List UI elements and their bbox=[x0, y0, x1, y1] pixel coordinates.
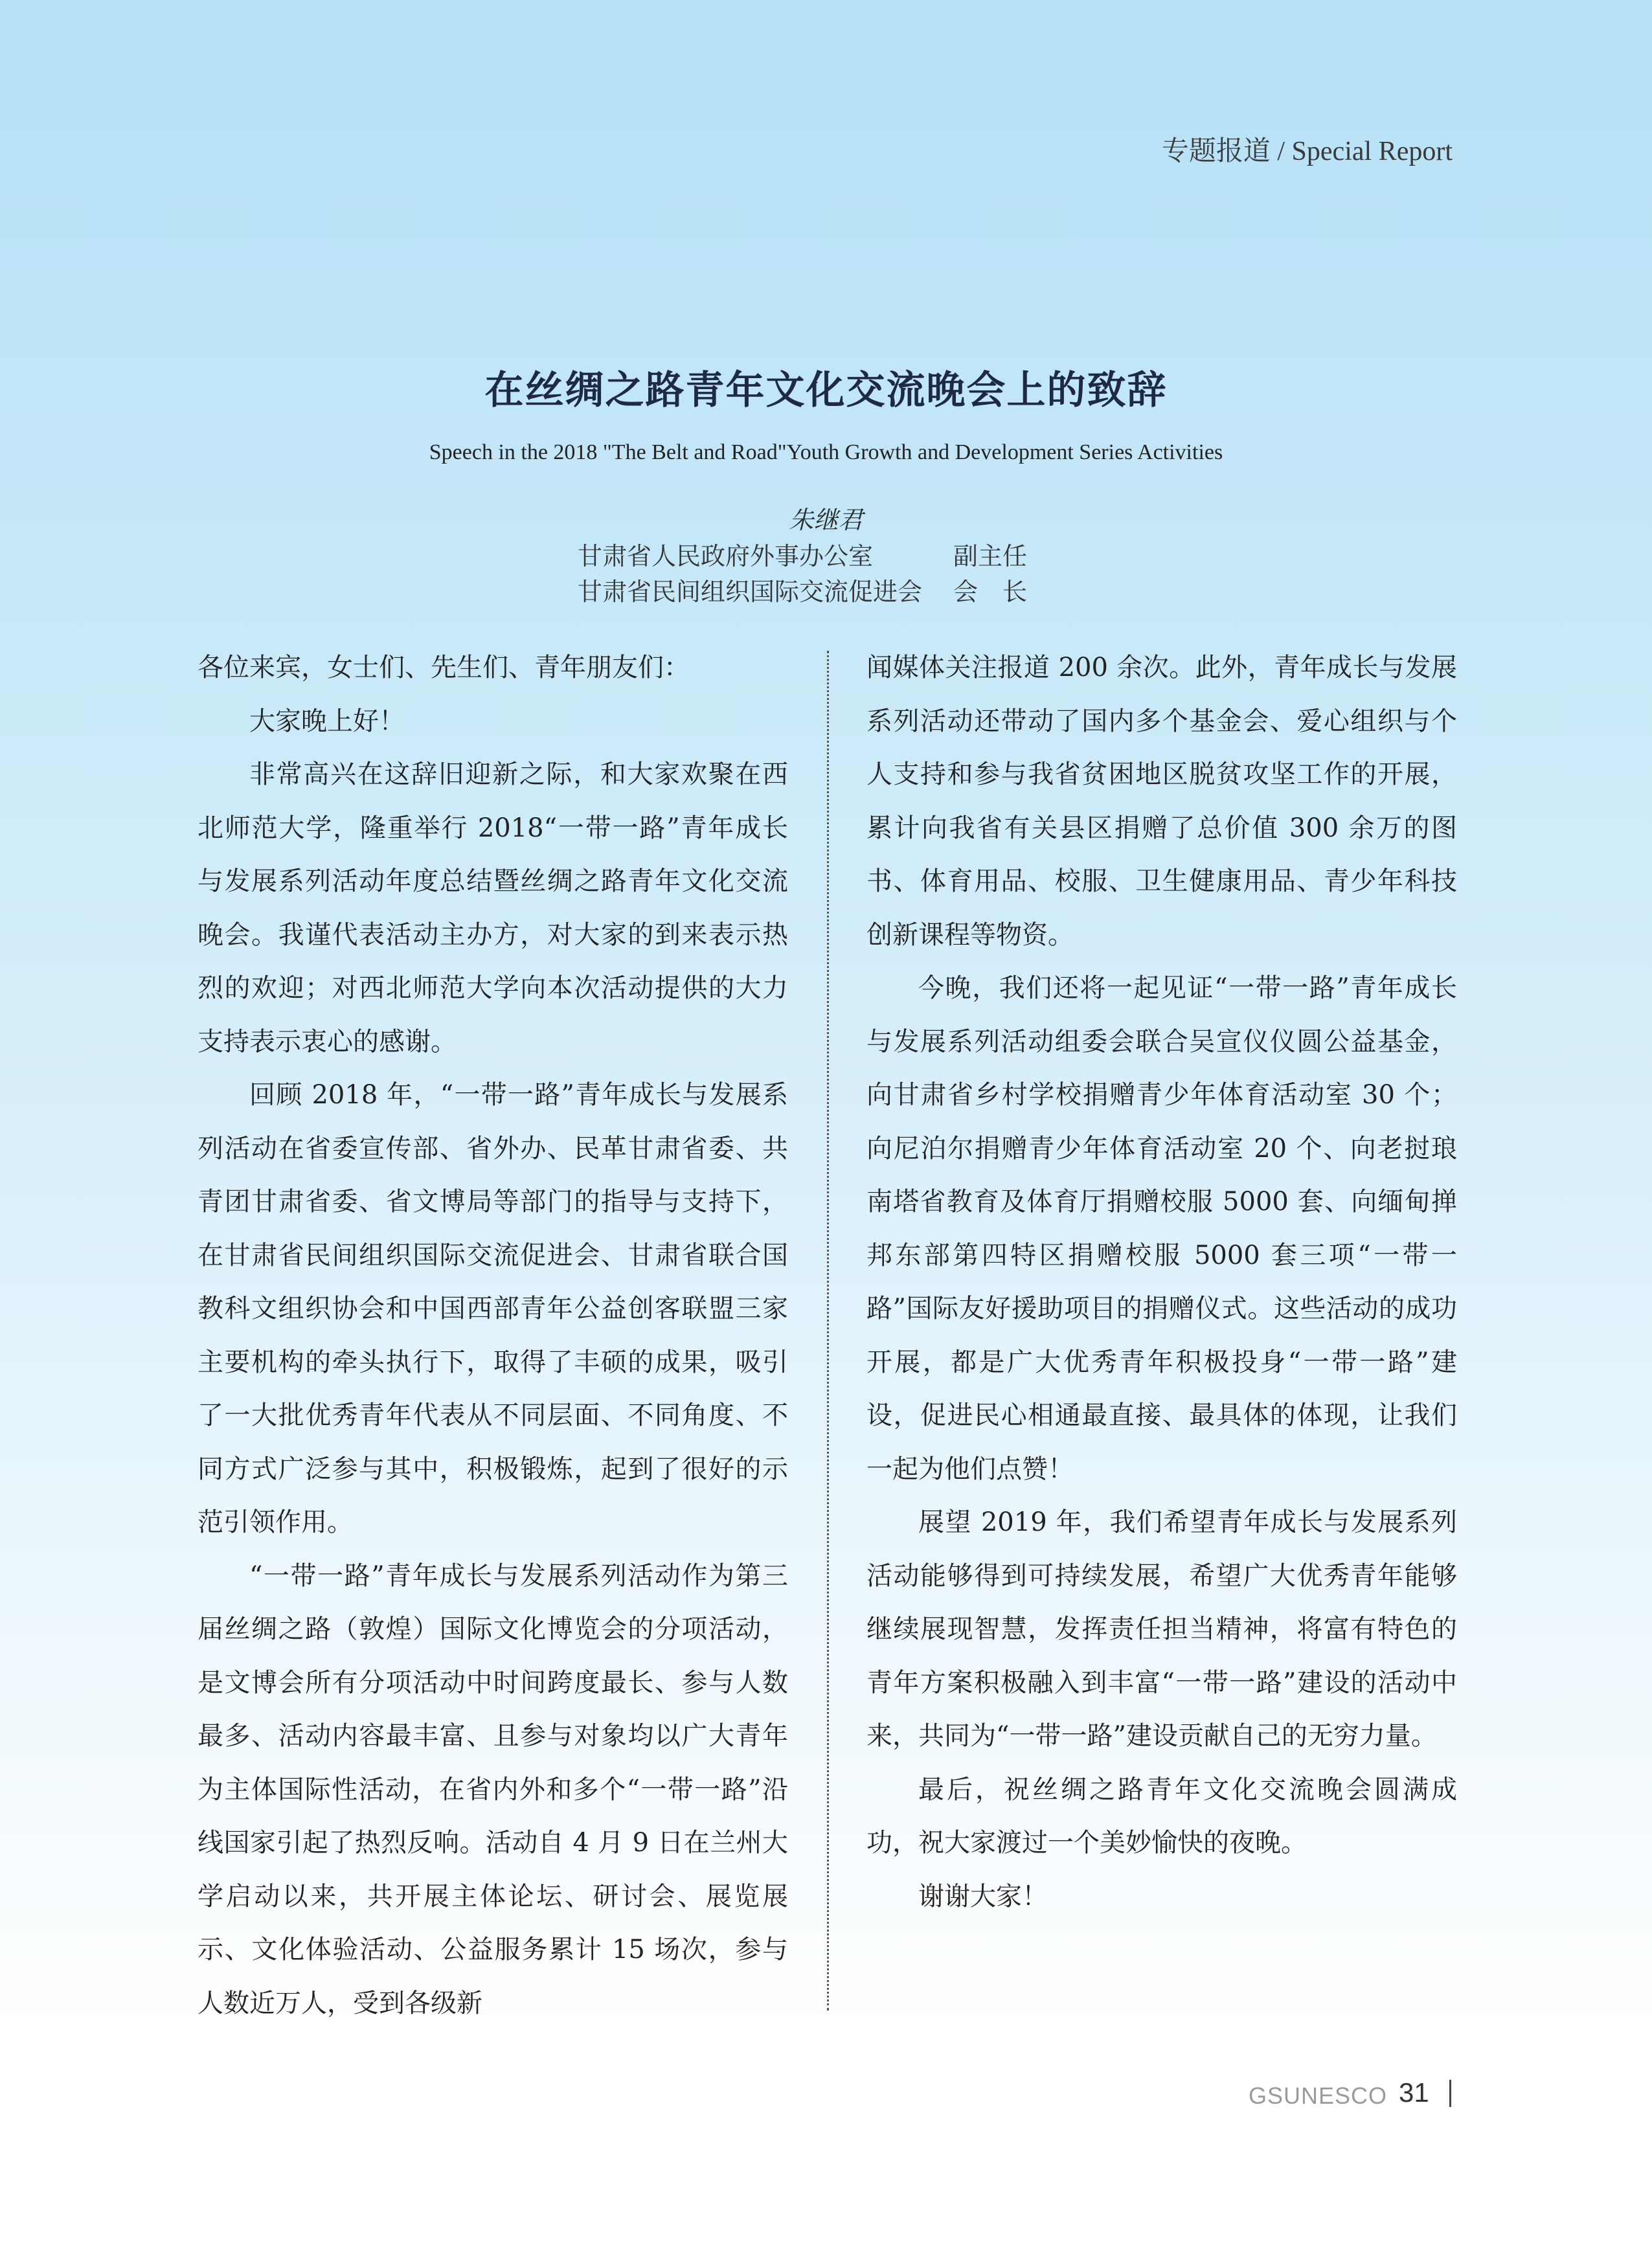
salutation: 各位来宾，女士们、先生们、青年朋友们： bbox=[198, 653, 690, 682]
author-name: 朱继君 bbox=[789, 506, 863, 534]
column-divider bbox=[827, 651, 829, 2010]
body-paragraph-continued: 闻媒体关注报道 200 余次。此外，青年成长与发展系列活动还带动了国内多个基金会、爱心组织与个人支持和参与我省贫困地区脱贫攻坚工作的开展，累计向我省有关县区捐赠了总价值 300 余万的图书、体育用品、校服、卫生健康用品、青少年科技创新课程等物资。 bbox=[866, 653, 1457, 950]
article-column-left bbox=[198, 641, 788, 2030]
footer-brand: GSUNESCO bbox=[1249, 2082, 1388, 2109]
body-paragraph: 回顾 2018 年，“一带一路”青年成长与发展系列活动在省委宣传部、省外办、民革甘肃省委、共青团甘肃省委、省文博局等部门的指导与支持下，在甘肃省民间组织国际交流促进会、甘肃省联合国教科文组织协会和中国西部青年公益创客联盟三家主要机构的牵头执行下，取得了丰硕的成果，吸引了一大批优秀青年代表从不同层面、不同角度、不同方式广泛参与其中，积极锻炼，起到了很好的示范引领作用。 bbox=[198, 1080, 788, 1537]
page-number: 31 bbox=[1399, 2077, 1429, 2108]
body-paragraph: 展望 2019 年，我们希望青年成长与发展系列活动能够得到可持续发展，希望广大优秀青年能够继续展现智慧，发挥责任担当精神，将富有特色的青年方案积极融入到丰富“一带一路”建设的活动中来，共同为“一带一路”建设贡献自己的无穷力量。 bbox=[866, 1507, 1457, 1751]
greeting: 大家晚上好！ bbox=[249, 706, 405, 736]
article-column-right bbox=[866, 641, 1457, 1923]
affiliation-line bbox=[578, 536, 1027, 572]
body-paragraph: “一带一路”青年成长与发展系列活动作为第三届丝绸之路（敦煌）国际文化博览会的分项活动，是文博会所有分项活动中时间跨度最长、参与人数最多、活动内容最丰富、且参与对象均以广大青年为主体国际性活动，在省内外和多个“一带一路”沿线国家引起了热烈反响。活动自 4 月 9 日在兰州大学启动以来，共开展主体论坛、研讨会、展览展示、文化体验活动、公益服务累计 15 场次，参与人数近万人，受到各级新 bbox=[198, 1560, 788, 2018]
article-title: 在丝绸之路青年文化交流晚会上的致辞 bbox=[484, 368, 1168, 413]
section-label: 专题报道 / Special Report bbox=[1161, 137, 1453, 166]
affiliation-line bbox=[578, 572, 1027, 607]
closing-thanks: 谢谢大家！ bbox=[918, 1881, 1048, 1911]
article-subtitle: Speech in the 2018 "The Belt and Road"Youth Growth and Development Series Activities bbox=[429, 440, 1223, 464]
page-number-bar bbox=[1449, 2080, 1451, 2107]
affiliation-role: 副主任 bbox=[953, 542, 1028, 570]
body-paragraph: 非常高兴在这辞旧迎新之际，和大家欢聚在西北师范大学，隆重举行 2018“一带一路”青年成长与发展系列活动年度总结暨丝绸之路青年文化交流晚会。我谨代表活动主办方，对大家的到来表示热烈的欢迎；对西北师范大学向本次活动提供的大力支持表示衷心的感谢。 bbox=[198, 760, 788, 1057]
affiliation-role: 会 长 bbox=[953, 578, 1028, 606]
body-paragraph: 最后，祝丝绸之路青年文化交流晚会圆满成功，祝大家渡过一个美妙愉快的夜晚。 bbox=[866, 1774, 1457, 1858]
affiliation-org: 甘肃省民间组织国际交流促进会 bbox=[578, 578, 923, 606]
affiliation-org: 甘肃省人民政府外事办公室 bbox=[578, 542, 874, 570]
body-paragraph: 今晚，我们还将一起见证“一带一路”青年成长与发展系列活动组委会联合吴宣仪仪圆公益基金，向甘肃省乡村学校捐赠青少年体育活动室 30 个；向尼泊尔捐赠青少年体育活动室 20 个、向老挝琅南塔省教育及体育厅捐赠校服 5000 套、向缅甸掸邦东部第四特区捐赠校服 5000 套三项“一带一路”国际友好援助项目的捐赠仪式。这些活动的成功开展，都是广大优秀青年积极投身“一带一路”建设，促进民心相通最直接、最具体的体现，让我们一起为他们点赞！ bbox=[866, 973, 1457, 1484]
